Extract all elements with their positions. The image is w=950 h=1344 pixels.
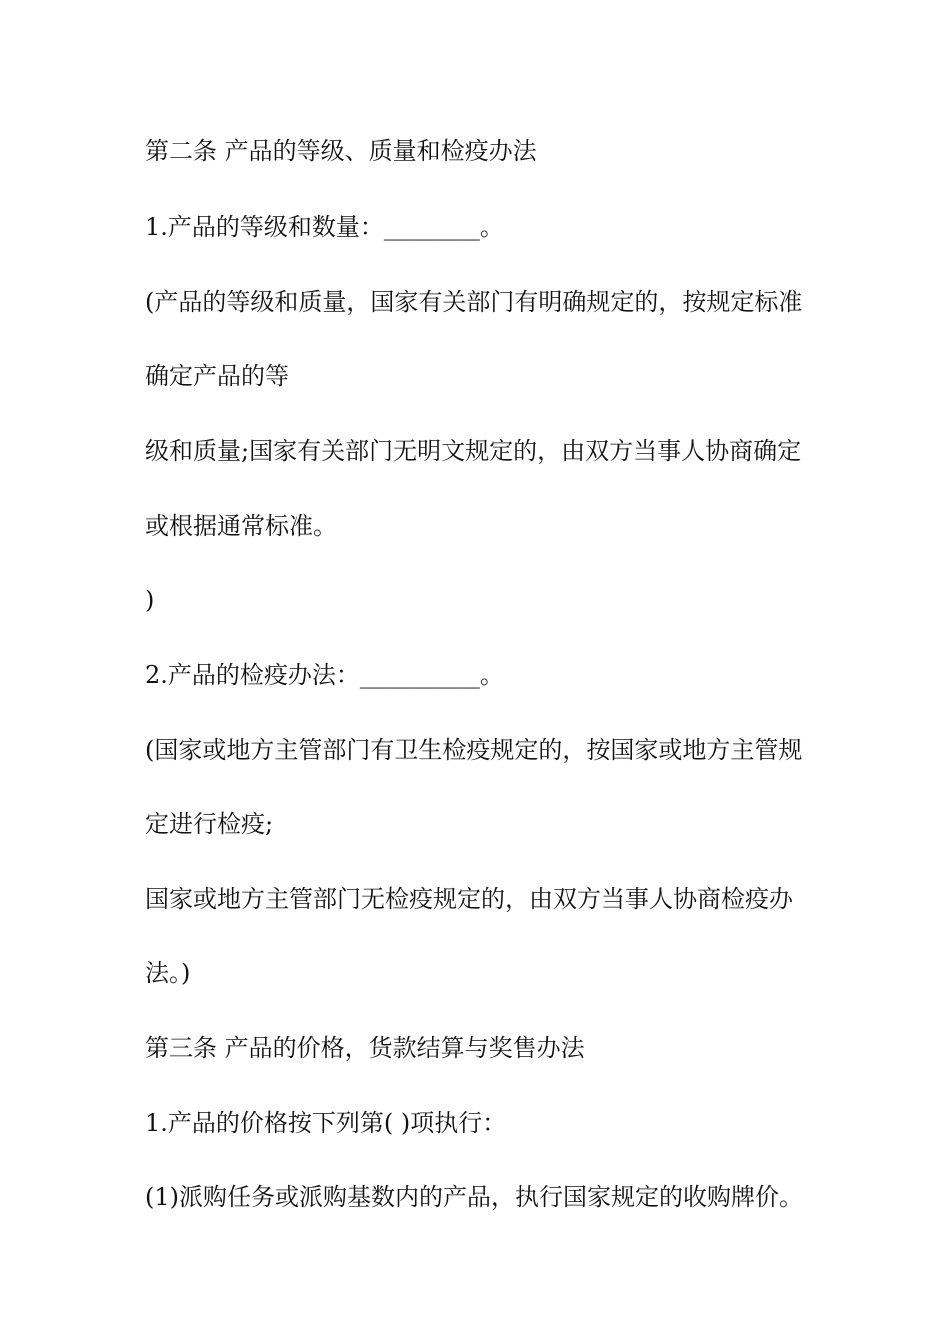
grade-quality-note-line-3: 级和质量;国家有关部门无明文规定的，由双方当事人协商确定 xyxy=(145,437,802,465)
grade-quality-note-line-2: 确定产品的等 xyxy=(145,362,289,390)
grade-quality-note-line-1: (产品的等级和质量，国家有关部门有明确规定的，按规定标准 xyxy=(145,288,803,316)
quarantine-note-line-3: 国家或地方主管部门无检疫规定的，由双方当事人协商检疫办 xyxy=(145,885,793,913)
quarantine-note-line-1: (国家或地方主管部门有卫生检疫规定的，按国家或地方主管规 xyxy=(145,736,803,764)
price-item-1: (1)派购任务或派购基数内的产品，执行国家规定的收购牌价。 xyxy=(145,1183,803,1211)
quarantine-note-line-2: 定进行检疫; xyxy=(145,810,274,838)
quarantine-method-clause: 2.产品的检疫办法：__________。 xyxy=(145,661,504,689)
quarantine-note-line-4: 法。) xyxy=(145,959,191,987)
grade-quantity-clause: 1.产品的等级和数量：________。 xyxy=(145,213,504,241)
article-3-heading: 第三条 产品的价格，货款结算与奖售办法 xyxy=(145,1034,585,1062)
price-clause: 1.产品的价格按下列第( )项执行： xyxy=(145,1109,507,1137)
grade-quality-note-line-4: 或根据通常标准。 xyxy=(145,512,337,540)
article-2-heading: 第二条 产品的等级、质量和检疫办法 xyxy=(145,137,537,165)
grade-quality-note-close: ) xyxy=(145,586,155,614)
